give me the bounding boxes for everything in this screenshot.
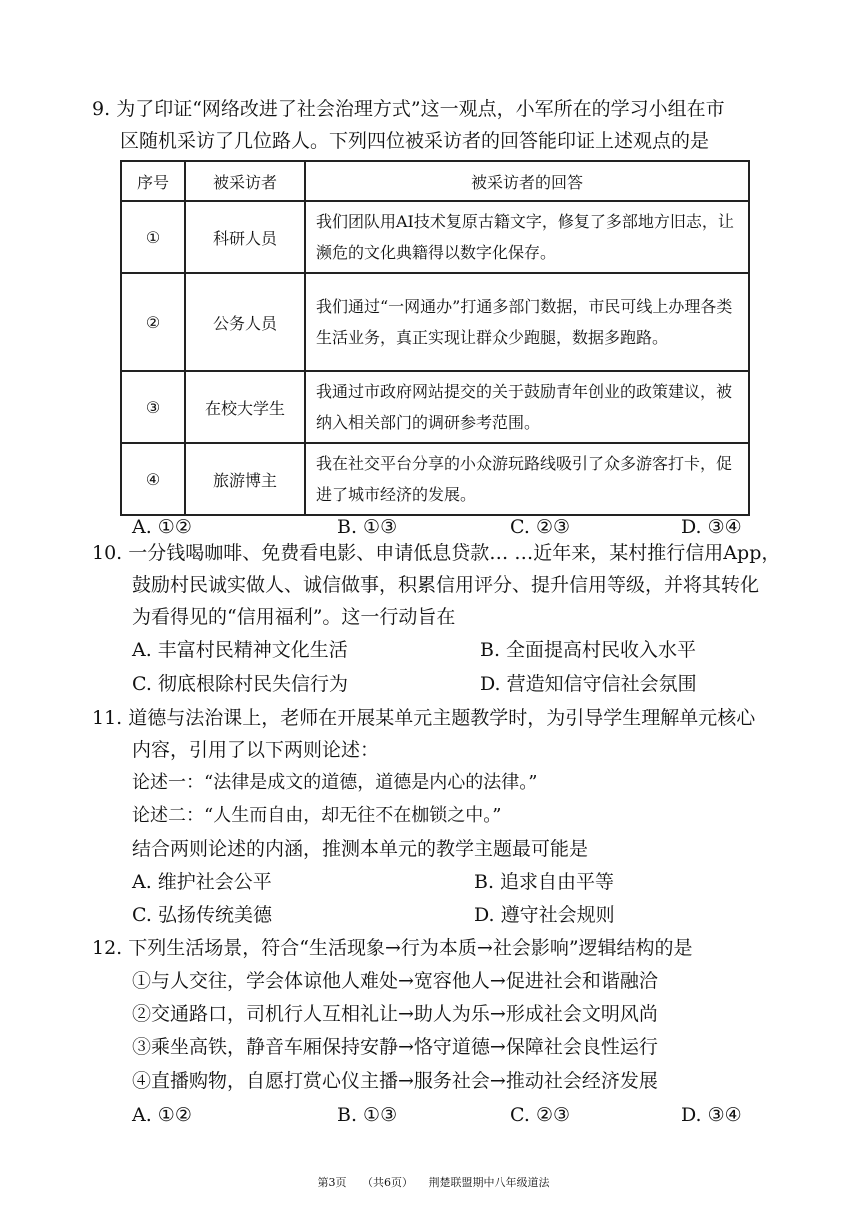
row-person: 旅游博主: [185, 443, 305, 515]
row-number: ④: [121, 443, 185, 515]
table-row: [121, 371, 749, 443]
q10-option-c[interactable]: C. 彻底根除村民失信行为: [132, 673, 348, 695]
q11-option-b[interactable]: B. 追求自由平等: [474, 871, 615, 893]
table-header-no: 序号: [121, 161, 185, 201]
row-person: 科研人员: [185, 201, 305, 273]
q9-stem-line1: 9. 为了印证“网络改进了社会治理方式”这一观点，小军所在的学习小组在市: [92, 98, 725, 120]
footer-page-number: 第3页: [317, 1176, 347, 1189]
q12-item-4: ④直播购物，自愿打赏心仪主播→服务社会→推动社会经济发展: [132, 1070, 658, 1092]
q12-option-c[interactable]: C. ②③: [510, 1104, 571, 1126]
q12-number: 12.: [92, 937, 123, 959]
row-answer: 我通过市政府网站提交的关于鼓励青年创业的政策建议，被纳入相关部门的调研参考范围。: [305, 371, 749, 443]
table-row: [121, 201, 749, 273]
q11-option-d[interactable]: D. 遵守社会规则: [474, 904, 615, 926]
row-answer: 我们通过“一网通办”打通多部门数据，市民可线上办理各类生活业务，真正实现让群众少跑腿，数据多跑路。: [305, 273, 749, 371]
table-header-row: [121, 161, 749, 201]
row-number: ②: [121, 273, 185, 371]
q10-stem-line3: 为看得见的“信用福利”。这一行动旨在: [132, 606, 456, 628]
q11-option-a[interactable]: A. 维护社会公平: [132, 871, 272, 893]
q11-number: 11.: [92, 707, 123, 729]
q12-item-2: ②交通路口，司机行人互相礼让→助人为乐→形成社会文明风尚: [132, 1003, 658, 1025]
q12-item-1: ①与人交往，学会体谅他人难处→宽容他人→促进社会和谐融洽: [132, 970, 658, 992]
q9-option-b[interactable]: B. ①③: [337, 516, 398, 538]
q10-stem-line1: 10. 一分钱喝咖啡、免费看电影、申请低息贷款… …近年来，某村推行信用App，: [92, 542, 781, 564]
row-person: 公务人员: [185, 273, 305, 371]
q10-option-b[interactable]: B. 全面提高村民收入水平: [480, 639, 697, 661]
q12-option-d[interactable]: D. ③④: [681, 1104, 742, 1126]
table-row: [121, 443, 749, 515]
table-row: [121, 273, 749, 371]
table-header-answer: 被采访者的回答: [305, 161, 749, 201]
q10-option-a[interactable]: A. 丰富村民精神文化生活: [132, 639, 348, 661]
row-answer: 我在社交平台分享的小众游玩路线吸引了众多游客打卡，促进了城市经济的发展。: [305, 443, 749, 515]
q10-number: 10.: [92, 542, 123, 564]
q9-number: 9.: [92, 98, 111, 120]
footer-exam-title: 荆楚联盟期中八年级道法: [428, 1176, 550, 1189]
q9-option-c[interactable]: C. ②③: [510, 516, 571, 538]
q12-stem-line1: 12. 下列生活场景，符合“生活现象→行为本质→社会影响”逻辑结构的是: [92, 937, 693, 959]
row-number: ①: [121, 201, 185, 273]
q12-item-3: ③乘坐高铁，静音车厢保持安静→恪守道德→保障社会良性运行: [132, 1036, 658, 1058]
page-footer: [0, 1176, 867, 1190]
row-person: 在校大学生: [185, 371, 305, 443]
q9-stem-line2: 区随机采访了几位路人。下列四位被采访者的回答能印证上述观点的是: [120, 130, 710, 152]
q11-stem-line2: 内容，引用了以下两则论述：: [132, 739, 380, 761]
table-header-person: 被采访者: [185, 161, 305, 201]
q10-stem-line2: 鼓励村民诚实做人、诚信做事，积累信用评分、提升信用等级，并将其转化: [132, 574, 760, 596]
row-answer: 我们团队用AI技术复原古籍文字，修复了多部地方旧志，让濒危的文化典籍得以数字化保存。: [305, 201, 749, 273]
q9-table: [120, 160, 750, 516]
q10-option-d[interactable]: D. 营造知信守信社会氛围: [480, 673, 697, 695]
q9-option-d[interactable]: D. ③④: [681, 516, 742, 538]
q11-stem-line1: 11. 道德与法治课上，老师在开展某单元主题教学时，为引导学生理解单元核心: [92, 707, 756, 729]
row-number: ③: [121, 371, 185, 443]
q11-quote-2: 论述二：“人生而自由，却无往不在枷锁之中。”: [132, 805, 502, 826]
q9-option-a[interactable]: A. ①②: [132, 516, 192, 538]
q11-option-c[interactable]: C. 弘扬传统美德: [132, 904, 272, 926]
footer-page-total: （共6页）: [362, 1176, 413, 1189]
q11-quote-1: 论述一：“法律是成文的道德，道德是内心的法律。”: [132, 772, 538, 793]
q11-stem-line3: 结合两则论述的内涵，推测本单元的教学主题最可能是: [132, 838, 589, 860]
q12-option-a[interactable]: A. ①②: [132, 1104, 192, 1126]
q12-option-b[interactable]: B. ①③: [337, 1104, 398, 1126]
